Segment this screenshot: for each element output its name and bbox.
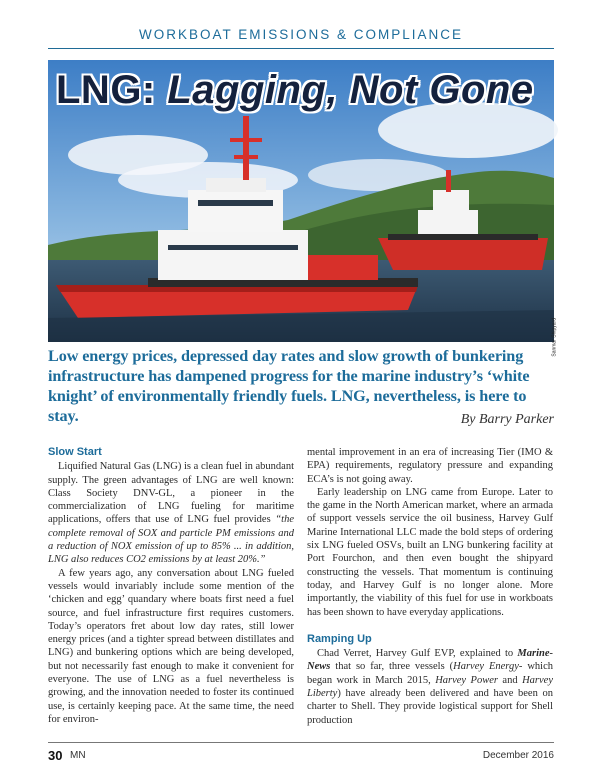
quote-text: “the complete removal of SOX and particle PM emissions and a reduction of NOX emission of up to 85% ... in addition, LNG also reduces CO2 emissions by at least 20%.” bbox=[48, 514, 294, 566]
vessel-name: Harvey Energy bbox=[453, 661, 519, 673]
paragraph-text: and bbox=[497, 674, 523, 686]
paragraph-text: Chad Verret, Harvey Gulf EVP, explained to bbox=[317, 648, 518, 660]
paragraph-text: ) have already been delivered and have been on charter to Shell. They provide logistical support for Shell production bbox=[307, 688, 553, 726]
column-left bbox=[48, 446, 294, 726]
photo-credit: Sanmar Shipyard bbox=[552, 318, 558, 357]
paragraph bbox=[307, 647, 553, 727]
paragraph-text: that so far, three vessels ( bbox=[330, 661, 454, 673]
article-deck: Low energy prices, depressed day rates and slow growth of bunkering infrastructure has dampened progress for the marine industry’s ‘white knight’ of environmentally friendly fuels. LNG, nevertheless, is here to stay. bbox=[48, 347, 530, 425]
issue-date: December 2016 bbox=[482, 750, 554, 761]
footer-rule bbox=[48, 742, 554, 743]
paragraph bbox=[48, 460, 294, 566]
magazine-abbrev: MN bbox=[70, 750, 86, 761]
column-right bbox=[307, 446, 553, 727]
subhead-slow-start: Slow Start bbox=[48, 446, 102, 458]
paragraph-text: - which began work in March 2015, bbox=[307, 661, 553, 686]
paragraph: A few years ago, any conversation about LNG fueled vessels would invariably include some mention of the ‘chicken and egg’ quandary where boats first need a fuel source, and fuel infrastructure first requires customers. Today’s operators fret about low day rates, still lower energy prices (and a tighter spread between distillates and LNG) and bunkering options which are being developed, but not necessarily fast enough to make it convenient for everyone. The use of LNG as a fuel nevertheless is growing, and the innovation needed to foster its continued use, is certainly keeping pace. At the same time, the need for environ- bbox=[48, 567, 294, 725]
vessel-name: Harvey Power bbox=[435, 674, 498, 686]
subhead-ramping-up: Ramping Up bbox=[307, 632, 372, 645]
paragraph: Early leadership on LNG came from Europe. Later to the game in the North American market, where an armada of support vessels service the oil business, Harvey Gulf Marine International LLC made the bold steps of ordering six LNG fueled OSVs, built an LNG bunkering facility at Port Fourchon, and then even bought the shipyard constructing the vessels. That momentum is continuing today, and Harvey Gulf is no longer alone. More importantly, the viability of this fuel for use in workboats has been shown to have everyday applications. bbox=[307, 486, 553, 618]
paragraph: mental improvement in an era of increasing Tier (IMO & EPA) requirements, regulatory pressure and expanding ECA’s is not going away. bbox=[307, 447, 553, 485]
page-number: 30 bbox=[48, 748, 63, 763]
title-prefix: LNG: bbox=[56, 68, 168, 112]
title-emphasis: Lagging, Not Gone bbox=[167, 68, 534, 112]
section-header: WORKBOAT EMISSIONS & COMPLIANCE bbox=[48, 22, 554, 49]
article-title bbox=[56, 68, 534, 113]
paragraph-text: Liquified Natural Gas (LNG) is a clean fuel in abundant supply. The green advantages of LNG are well known: Class Society DNV-GL, a pioneer in the commercialization of LNG fueling for maritime applications, offers that use of LNG fuel provides bbox=[48, 461, 294, 526]
publication-name: Marine-News bbox=[307, 648, 553, 673]
byline: By Barry Parker bbox=[460, 412, 554, 427]
hero-photo bbox=[48, 60, 558, 357]
vessel-name: Harvey Liberty bbox=[307, 674, 553, 700]
